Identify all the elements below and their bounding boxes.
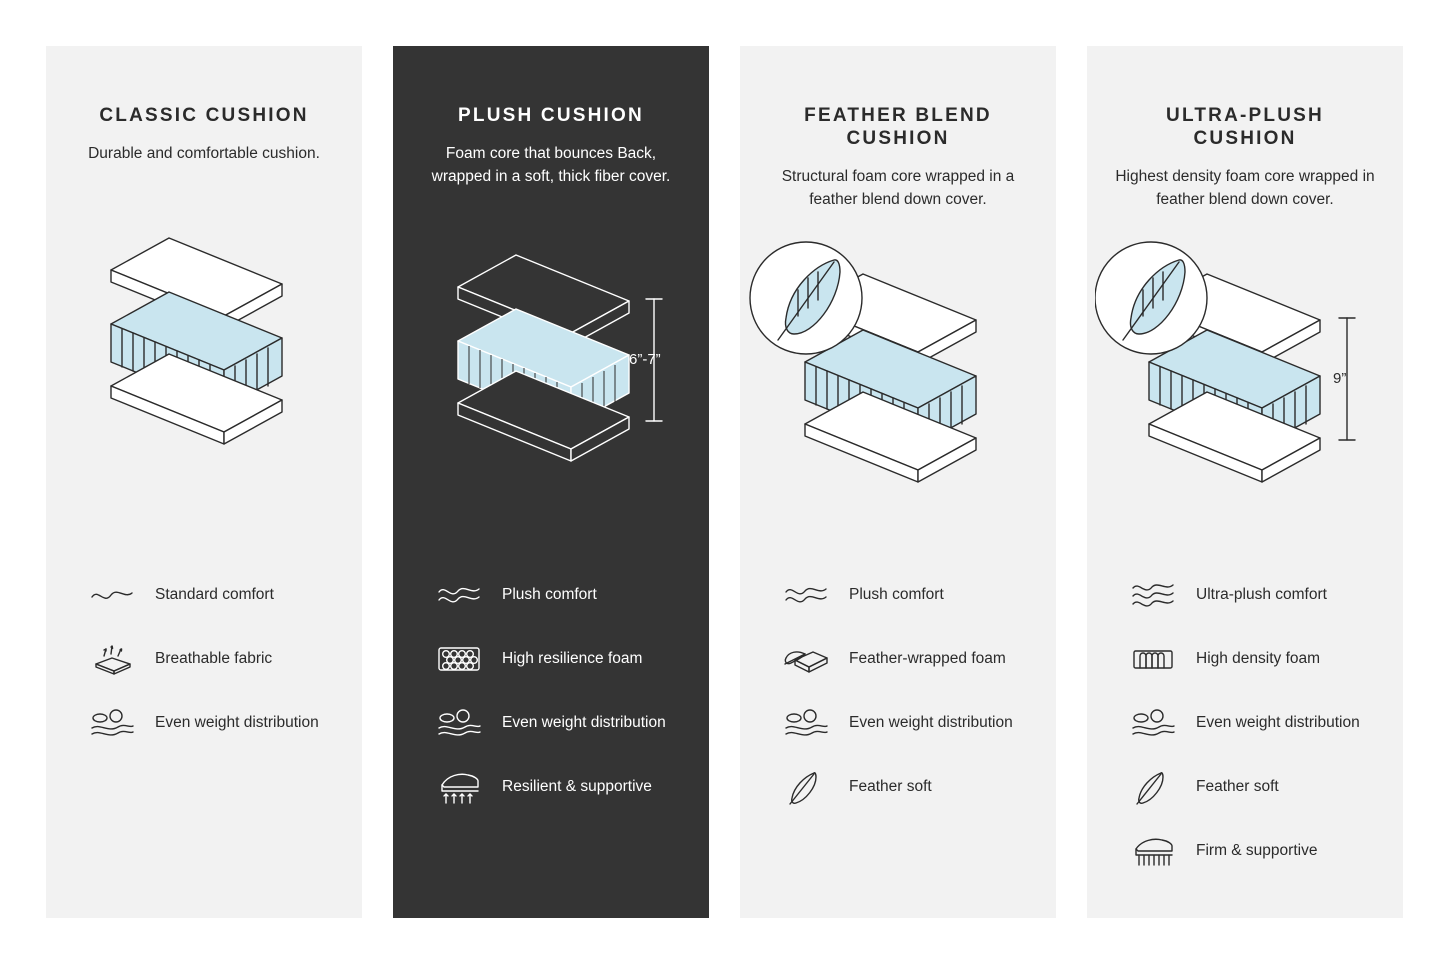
feature-label: Standard comfort xyxy=(155,586,274,604)
feather-badge xyxy=(750,242,862,354)
feature-label: Even weight distribution xyxy=(1196,714,1360,732)
feature-label: High resilience foam xyxy=(502,650,643,668)
firm-support-icon xyxy=(1127,830,1179,872)
feature-label: Plush comfort xyxy=(502,586,597,604)
cushion-layer-diagram xyxy=(393,199,709,499)
feature-label: Feather soft xyxy=(1196,778,1279,796)
card-description: Highest density foam core wrapped in feather blend down cover. xyxy=(1115,168,1375,209)
cushion-card-feather-blend[interactable] xyxy=(740,46,1056,918)
feature-item xyxy=(86,638,336,680)
feature-label: Feather-wrapped foam xyxy=(849,650,1006,668)
feature-item xyxy=(1127,766,1377,808)
cushion-layer-diagram xyxy=(46,176,362,476)
feature-label: Plush comfort xyxy=(849,586,944,604)
card-title: ULTRA-PLUSH CUSHION xyxy=(1166,105,1324,150)
feature-label: High density foam xyxy=(1196,650,1321,668)
feather-wrapped-foam-icon xyxy=(780,638,832,680)
feature-label: Feather soft xyxy=(849,778,932,796)
wave-icon xyxy=(1127,574,1179,616)
resilient-support-icon xyxy=(433,766,485,808)
feature-item xyxy=(1127,702,1377,744)
feature-item xyxy=(1127,830,1377,872)
feather-badge xyxy=(1095,242,1207,354)
feature-list xyxy=(780,574,1030,830)
high-density-foam-icon xyxy=(1127,638,1179,680)
weight-distribution-icon xyxy=(86,702,138,744)
feather-icon xyxy=(780,766,832,808)
feature-item xyxy=(433,766,683,808)
cushion-cards-row xyxy=(46,46,1403,918)
wave-icon xyxy=(780,574,832,616)
feature-label: Resilient & supportive xyxy=(502,778,652,796)
feature-label: Breathable fabric xyxy=(155,650,273,668)
cushion-card-plush[interactable] xyxy=(393,46,709,918)
feature-label: Ultra-plush comfort xyxy=(1196,586,1327,604)
feature-label: Even weight distribution xyxy=(502,714,666,732)
feature-item xyxy=(780,702,1030,744)
feature-item xyxy=(780,766,1030,808)
card-title: CLASSIC CUSHION xyxy=(99,105,309,126)
honeycomb-foam-icon xyxy=(433,638,485,680)
card-description: Structural foam core wrapped in a feather blend down cover. xyxy=(781,168,1015,209)
feature-item xyxy=(433,702,683,744)
feature-item xyxy=(86,702,336,744)
feature-label: Firm & supportive xyxy=(1196,842,1318,860)
feature-item xyxy=(86,574,336,616)
breathable-fabric-icon xyxy=(86,638,138,680)
feature-label: Even weight distribution xyxy=(155,714,319,732)
feature-list xyxy=(433,574,683,830)
feature-item xyxy=(780,638,1030,680)
feature-item xyxy=(780,574,1030,616)
dimension-label: 6”-7” xyxy=(629,351,661,369)
weight-distribution-icon xyxy=(1127,702,1179,744)
card-title: FEATHER BLEND CUSHION xyxy=(804,105,992,150)
cushion-layer-diagram xyxy=(1087,222,1403,522)
weight-distribution-icon xyxy=(780,702,832,744)
feature-item xyxy=(433,574,683,616)
feature-item xyxy=(433,638,683,680)
feather-icon xyxy=(1127,766,1179,808)
weight-distribution-icon xyxy=(433,702,485,744)
wave-icon xyxy=(86,574,138,616)
feature-item xyxy=(1127,574,1377,616)
feature-label: Even weight distribution xyxy=(849,714,1013,732)
cushion-card-classic[interactable] xyxy=(46,46,362,918)
dimension-label: 9” xyxy=(1333,370,1347,388)
feature-list xyxy=(86,574,336,766)
feature-item xyxy=(1127,638,1377,680)
wave-icon xyxy=(433,574,485,616)
card-description: Foam core that bounces Back, wrapped in a soft, thick fiber cover. xyxy=(431,145,671,186)
card-description: Durable and comfortable cushion. xyxy=(88,145,320,163)
cushion-card-ultra-plush[interactable] xyxy=(1087,46,1403,918)
cushion-layer-diagram xyxy=(740,222,1056,522)
card-title: PLUSH CUSHION xyxy=(458,105,644,126)
feature-list xyxy=(1127,574,1377,894)
